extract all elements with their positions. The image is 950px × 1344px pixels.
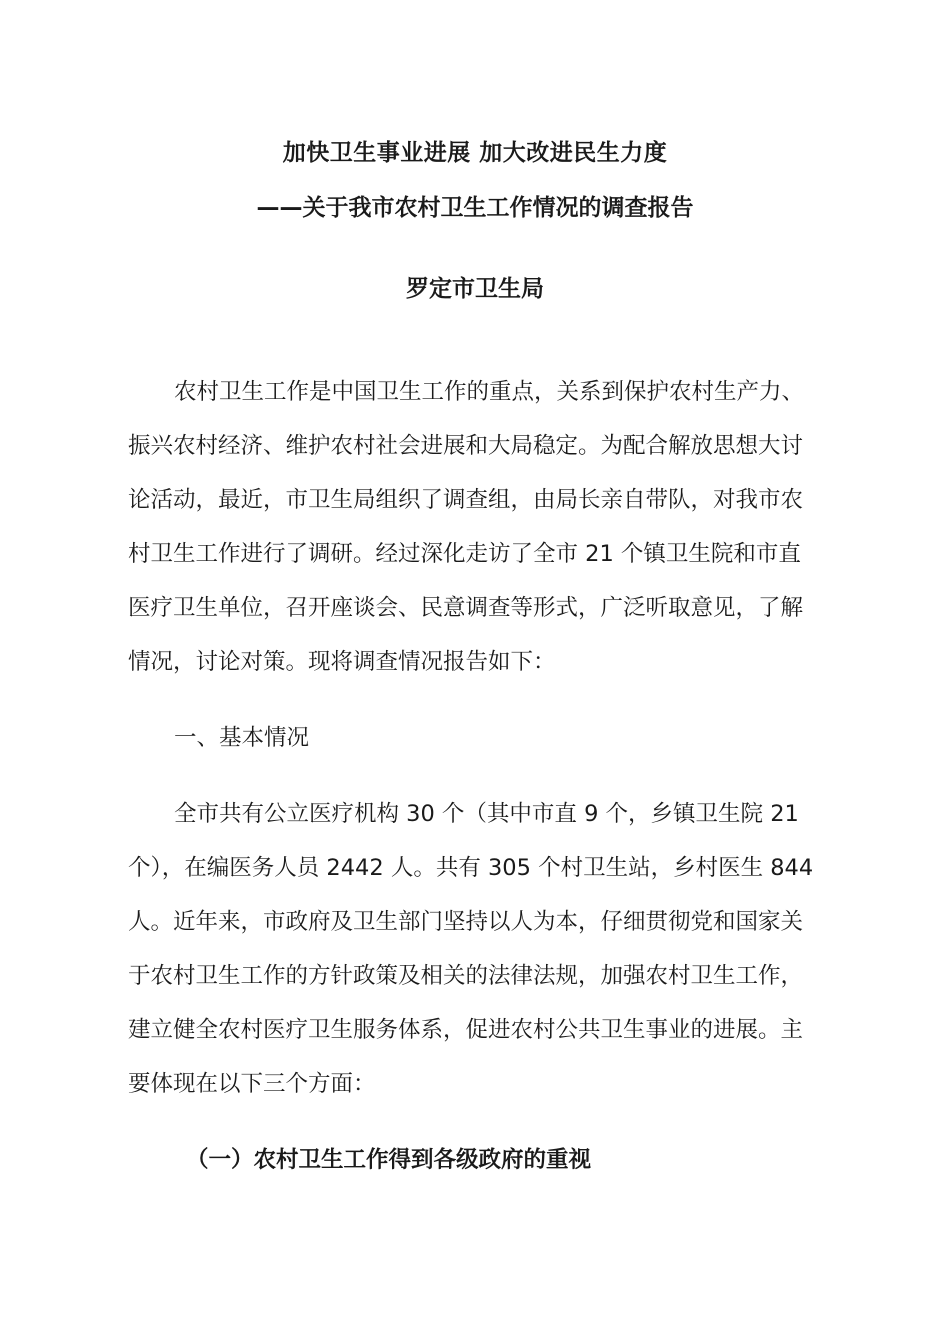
paragraph-line: 振兴农村经济、维护农村社会进展和大局稳定。为配合解放思想大讨 bbox=[128, 433, 804, 459]
paragraph-line: 人。近年来，市政府及卫生部门坚持以人为本，仔细贯彻党和国家关 bbox=[128, 909, 804, 935]
paragraph-line: 要体现在以下三个方面： bbox=[128, 1071, 376, 1097]
paragraph-line: 个），在编医务人员 2442 人。共有 305 个村卫生站，乡村医生 844 bbox=[128, 855, 814, 881]
paragraph-line: 村卫生工作进行了调研。经过深化走访了全市 21 个镇卫生院和市直 bbox=[128, 541, 801, 567]
paragraph-intro bbox=[128, 365, 823, 689]
paragraph-line: 情况，讨论对策。现将调查情况报告如下： bbox=[128, 649, 556, 675]
paragraph-line: 建立健全农村医疗卫生服务体系，促进农村公共卫生事业的进展。主 bbox=[128, 1017, 804, 1043]
section-heading: 一、基本情况 bbox=[174, 725, 310, 751]
subsection-heading: （一）农村卫生工作得到各级政府的重视 bbox=[186, 1147, 592, 1173]
paragraph-line: 全市共有公立医疗机构 30 个（其中市直 9 个，乡镇卫生院 21 bbox=[174, 801, 799, 827]
document-author: 罗定市卫生局 bbox=[406, 276, 544, 302]
paragraph-line: 农村卫生工作是中国卫生工作的重点，关系到保护农村生产力、 bbox=[174, 379, 805, 405]
document-title: 加快卫生事业进展 加大改进民生力度 bbox=[282, 140, 668, 166]
paragraph-line: 于农村卫生工作的方针政策及相关的法律法规，加强农村卫生工作， bbox=[128, 963, 804, 989]
paragraph-line: 医疗卫生单位，召开座谈会、民意调查等形式，广泛听取意见，了解 bbox=[128, 595, 804, 621]
paragraph-basic-situation bbox=[128, 787, 823, 1111]
document-subtitle: ——关于我市农村卫生工作情况的调查报告 bbox=[256, 195, 694, 221]
paragraph-line: 论活动，最近，市卫生局组织了调查组，由局长亲自带队，对我市农 bbox=[128, 487, 804, 513]
